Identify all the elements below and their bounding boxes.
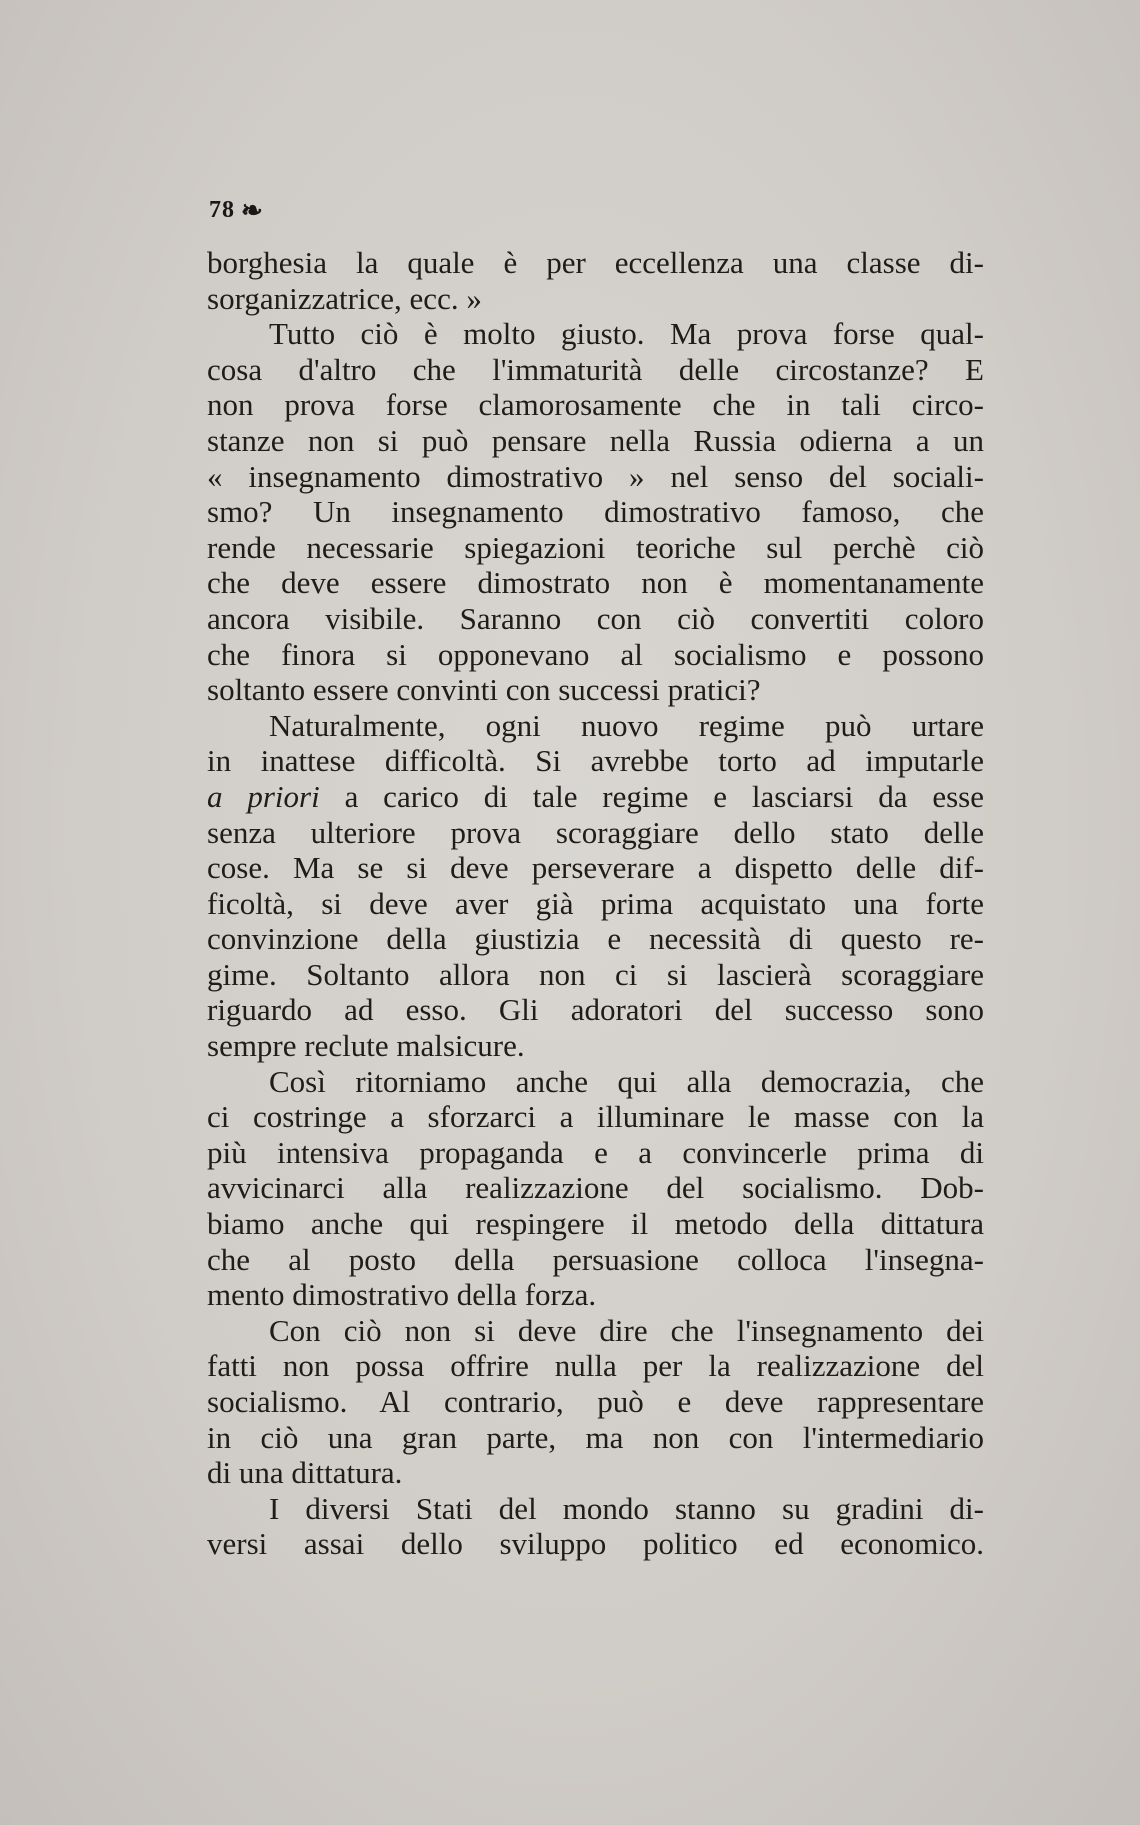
text-line: mento dimostrativo della forza. — [207, 1277, 597, 1313]
italic-phrase: a priori — [207, 778, 320, 814]
text-line: che finora si opponevano al socialismo e possono — [207, 636, 984, 672]
text-line: in inattese difficoltà. Si avrebbe torto ad imputarle — [207, 743, 984, 779]
text-line: gime. Soltanto allora non ci si lascierà scoraggiare — [207, 956, 984, 992]
text-line: ficoltà, si deve aver già prima acquistato una forte — [207, 885, 984, 921]
text-line: ci costringe a sforzarci a illuminare le masse con la — [207, 1099, 984, 1135]
text-line: Naturalmente, ogni nuovo regime può urtare — [269, 707, 984, 743]
text-line: Così ritorniamo anche qui alla democrazia, che — [269, 1063, 984, 1099]
text-line: convinzione della giustizia e necessità di questo re- — [207, 921, 984, 957]
text-line: socialismo. Al contrario, può e deve rappresentare — [207, 1384, 984, 1419]
body-text — [207, 245, 984, 1562]
text-line: borghesia la quale è per eccellenza una classe di- — [207, 245, 984, 280]
text-line: fatti non possa offrire nulla per la realizzazione del — [207, 1348, 984, 1384]
leaf-ornament-icon: ❧ — [241, 196, 264, 225]
text-line: che al posto della persuasione colloca l'insegna- — [207, 1241, 984, 1277]
text-line: avvicinarci alla realizzazione del socialismo. Dob- — [207, 1170, 984, 1206]
text-line: smo? Un insegnamento dimostrativo famoso, che — [207, 494, 984, 530]
text-line: che deve essere dimostrato non è momentanamente — [207, 565, 984, 601]
text-line: versi assai dello sviluppo politico ed economico. — [207, 1526, 984, 1562]
text-line-rest: a carico di tale regime e lasciarsi da esse — [344, 778, 985, 814]
text-line: senza ulteriore prova scoraggiare dello stato delle — [207, 814, 984, 850]
text-line: sorganizzatrice, ecc. » — [207, 280, 482, 316]
text-line: Con ciò non si deve dire che l'insegnamento dei — [269, 1312, 984, 1348]
text-line: rende necessarie spiegazioni teoriche sul perchè ciò — [207, 529, 984, 565]
text-line — [207, 779, 984, 815]
text-line: Tutto ciò è molto giusto. Ma prova forse qual- — [269, 316, 984, 352]
text-line: stanze non si può pensare nella Russia odierna a un — [207, 422, 984, 458]
text-line: più intensiva propaganda e a convincerle prima di — [207, 1134, 984, 1170]
text-line: cosa d'altro che l'immaturità delle circostanze? E — [207, 351, 984, 387]
text-line: ancora visibile. Saranno con ciò convertiti coloro — [207, 600, 984, 636]
page-number-text: 78 — [209, 197, 235, 223]
text-line: cose. Ma se si deve perseverare a dispetto delle dif- — [207, 850, 984, 886]
text-line: non prova forse clamorosamente che in tali circo- — [207, 387, 984, 423]
text-line: in ciò una gran parte, ma non con l'intermediario — [207, 1419, 984, 1455]
text-line: sempre reclute malsicure. — [207, 1028, 525, 1064]
text-line: biamo anche qui respingere il metodo della dittatura — [207, 1206, 984, 1242]
text-line: di una dittatura. — [207, 1455, 403, 1491]
text-line: riguardo ad esso. Gli adoratori del successo sono — [207, 992, 984, 1028]
text-line: « insegnamento dimostrativo » nel senso del sociali- — [207, 458, 984, 494]
page-number — [209, 196, 264, 226]
text-line: I diversi Stati del mondo stanno su gradini di- — [269, 1490, 984, 1526]
text-line: soltanto essere convinti con successi pratici? — [207, 672, 761, 708]
